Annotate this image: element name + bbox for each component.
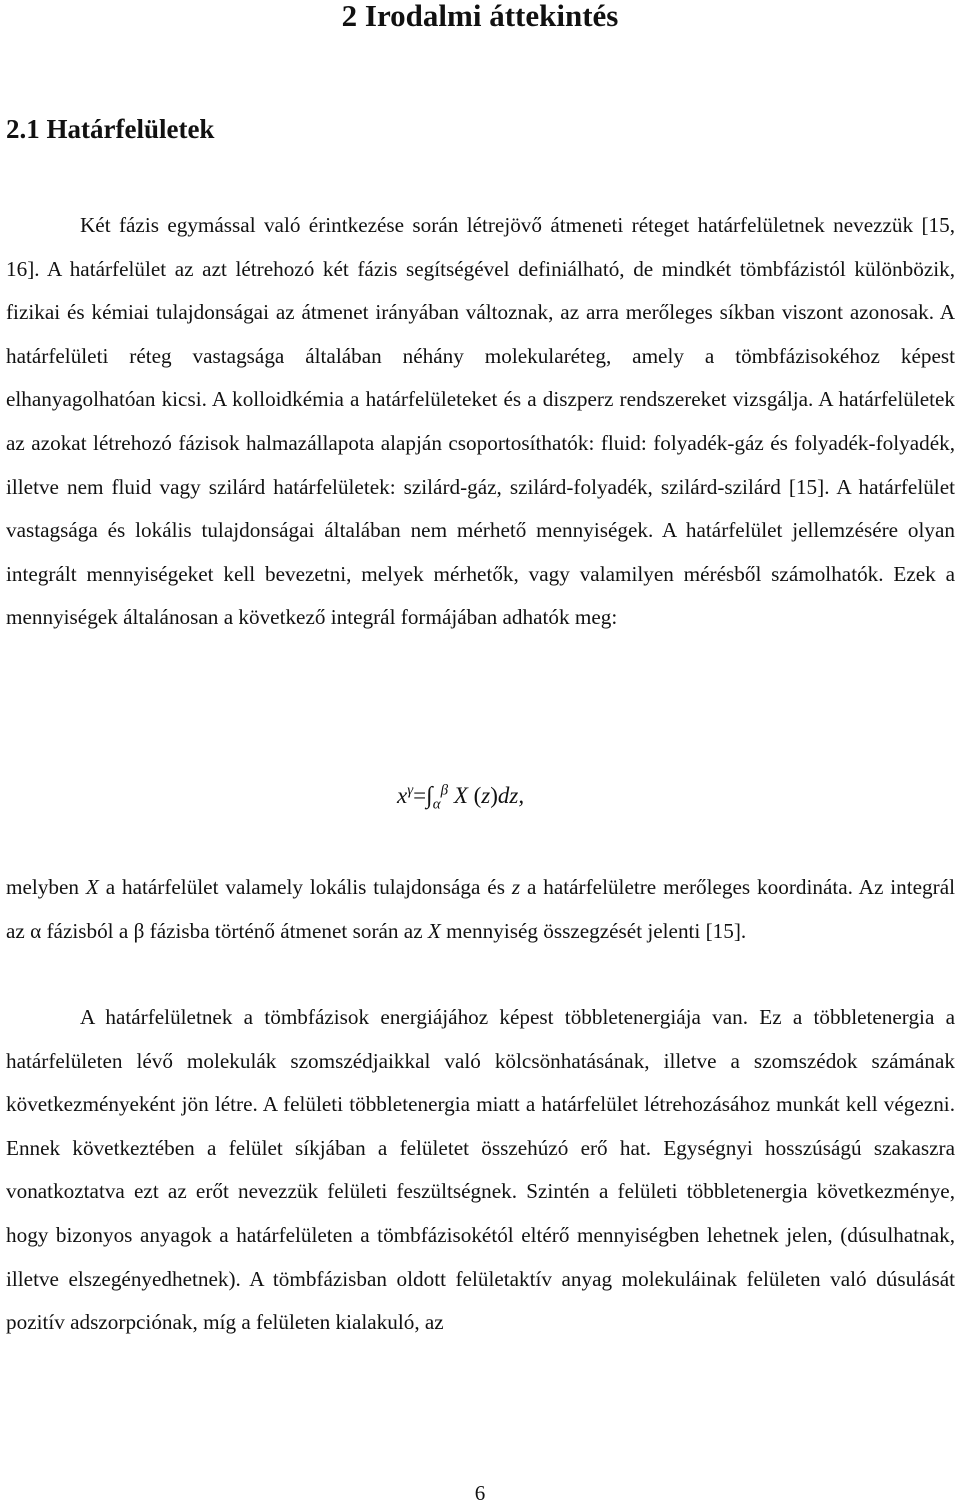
formula-paren-close: ): [490, 783, 498, 808]
paragraph-surface-energy: A határfelületnek a tömbfázisok energiájához képest többletenergiája van. Ez a többletenergia a határfelületen lévő molekulák szomszédjaikkal való kölcsönhatásának, illetve a szomszédok számának következményeként jön létre. A felületi többletenergia miatt a határfelület létrehozásához munkát kell végezni. Ennek következtében a felület síkjában a felületet összehúzó erő hat. Egységnyi hosszúságú szakaszra vonatkoztatva ezt az erőt nevezzük felületi feszültségnek. Szintén a felületi többletenergia következménye, hogy bizonyos anyagok a határfelületen a tömbfázisokétól eltérő mennyiségben lehetnek jelen, (dúsulhatnak, illetve elszegényedhetnek). A tömbfázisban oldott felületaktív anyag molekuláinak felületen való dúsulását pozitív adszorpciónak, míg a felületen kialakuló, az: [6, 1005, 955, 1335]
formula-paren-open: (: [473, 783, 482, 808]
para2-text-1: melyben: [6, 875, 86, 899]
para2-text-2: a határfelület valamely lokális tulajdonsága és: [98, 875, 512, 899]
variable-z: z: [511, 875, 521, 899]
variable-x-second: X: [427, 918, 441, 943]
formula-argument: z: [481, 783, 491, 808]
section-title: 2.1 Határfelületek: [6, 114, 215, 144]
chapter-title: 2 Irodalmi áttekintés: [341, 0, 619, 33]
integral-formula: [397, 776, 524, 816]
integral-lower-limit: α: [432, 796, 441, 813]
variable-x: X: [85, 875, 99, 899]
formula-integrand: X: [453, 783, 468, 808]
page-number: 6: [474, 1481, 486, 1505]
para2-text-4: mennyiség összegzését jelenti [15].: [440, 918, 747, 943]
formula-lhs-superscript: γ: [407, 782, 414, 799]
para2-text-3: a határfelületre merőleges koordináta. Az integrál az α fázisból a β fázisba történő átmenet során az: [6, 875, 955, 943]
paragraph-formula-explanation: [6, 866, 955, 953]
integral-upper-limit: β: [440, 782, 449, 799]
paragraph-interfaces-intro: Két fázis egymással való érintkezése során létrejövő átmeneti réteget határfelületnek nevezzük [15, 16]. A határfelület az azt létrehozó két fázis segítségével definiálható, de mindkét tömbfázistól különbözik, fizikai és kémiai tulajdonságai az átmenet irányában változnak, az arra merőleges síkban viszont azonosak. A határfelületi réteg vastagsága általában néhány molekularéteg, amely a tömbfázisokéhoz képest elhanyagolhatóan kicsi. A kolloidkémia a határfelületeket és a diszperz rendszereket vizsgálja. A határfelületek az azokat létrehozó fázisok halmazállapota alapján csoportosíthatók: fluid: folyadék-gáz és folyadék-folyadék, illetve nem fluid vagy szilárd határfelületek: szilárd-gáz, szilárd-folyadék, szilárd-szilárd [15]. A határfelület vastagsága és lokális tulajdonságai általában nem mérhető mennyiségek. A határfelület jellemzésére olyan integrált mennyiségeket kell bevezetni, melyek mérhetők, vagy valamilyen mérésből számolhatók. Ezek a mennyiségek általánosan a következő integrál formájában adhatók meg:: [6, 213, 955, 630]
formula-equals: =: [413, 783, 427, 808]
integral-sign: ∫: [426, 783, 433, 809]
formula-lhs: x: [397, 783, 408, 808]
formula-differential: dz,: [497, 783, 525, 808]
